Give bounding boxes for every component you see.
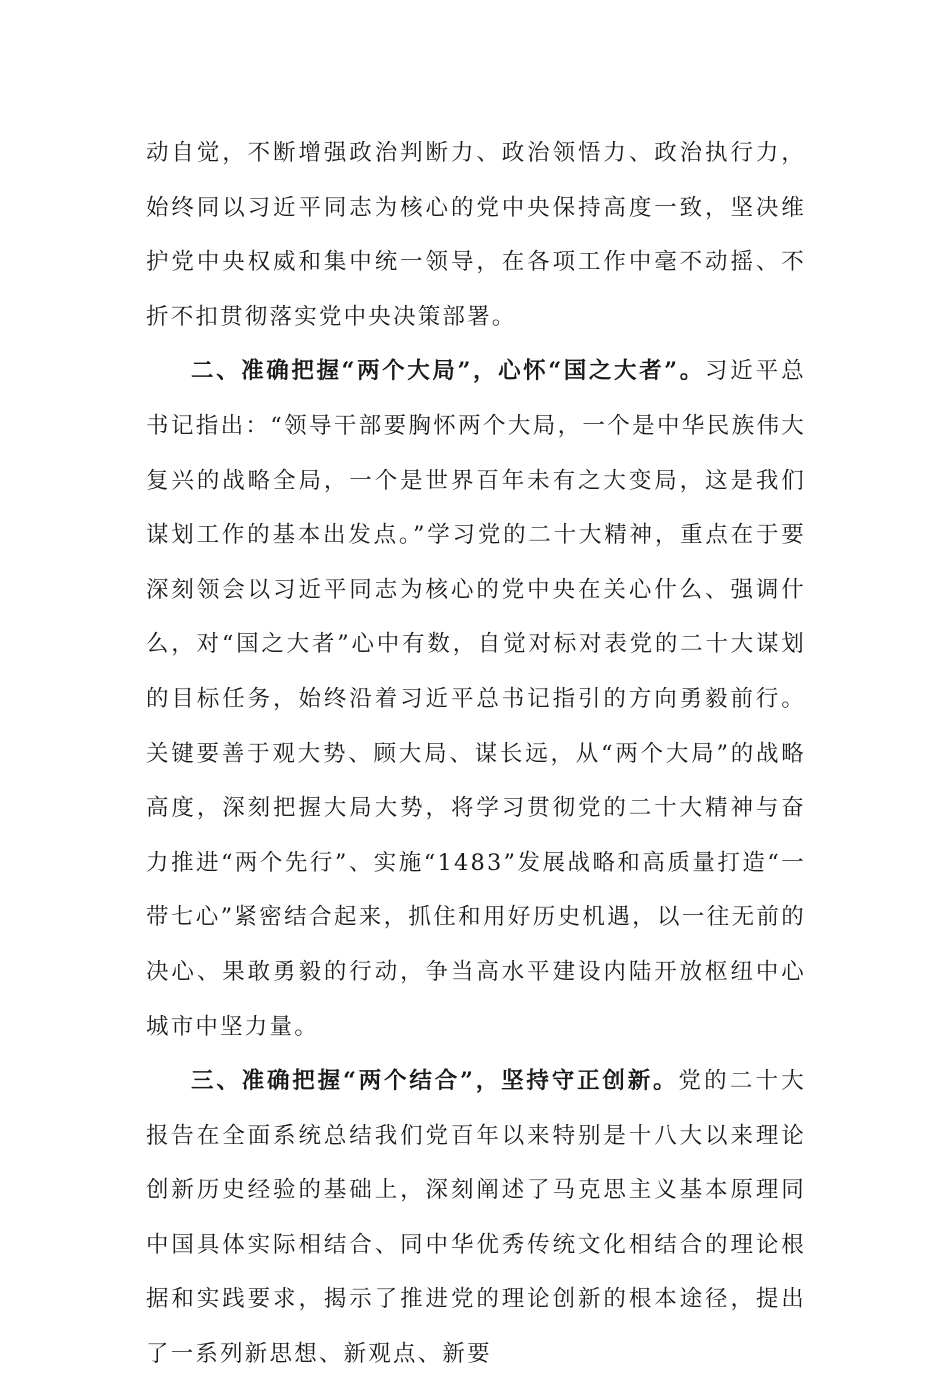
paragraph-body-text: 动自觉，不断增强政治判断力、政治领悟力、政治执行力，始终同以习近平同志为核心的党中央保持高度一致，坚决维护党中央权威和集中统一领导，在各项工作中毫不动摇、不折不扣贯彻落实党中央决策部署。 <box>146 140 806 330</box>
section-three-heading: 三、准确把握“两个结合”，坚持守正创新。 <box>191 1068 679 1095</box>
section-two-body: 习近平总书记指出：“领导干部要胸怀两个大局，一个是中华民族伟大复兴的战略全局，一个是世界百年未有之大变局，这是我们谋划工作的基本出发点。”学习党的二十大精神，重点在于要深刻领会以习近平同志为核心的党中央在关心什么、强调什么，对“国之大者”心中有数，自觉对标对表党的二十大谋划的目标任务，始终沿着习近平总书记指引的方向勇毅前行。关键要善于观大势、顾大局、谋长远，从“两个大局”的战略高度，深刻把握大局大势，将学习贯彻党的二十大精神与奋力推进“两个先行”、实施“1483”发展战略和高质量打造“一带七心”紧密结合起来，抓住和用好历史机遇，以一往无前的决心、果敢勇毅的行动，争当高水平建设内陆开放枢纽中心城市中坚力量。 <box>146 358 806 1040</box>
section-two-heading: 二、准确把握“两个大局”，心怀“国之大者”。 <box>191 358 705 385</box>
paragraph-continued <box>146 126 806 344</box>
document-body <box>146 126 806 1382</box>
paragraph-section-two <box>146 344 806 1054</box>
paragraph-section-three <box>146 1054 806 1382</box>
section-three-body: 党的二十大报告在全面系统总结我们党百年以来特别是十八大以来理论创新历史经验的基础上，深刻阐述了马克思主义基本原理同中国具体实际相结合、同中华优秀传统文化相结合的理论根据和实践要求，揭示了推进党的理论创新的根本途径，提出了一系列新思想、新观点、新要 <box>146 1068 806 1368</box>
